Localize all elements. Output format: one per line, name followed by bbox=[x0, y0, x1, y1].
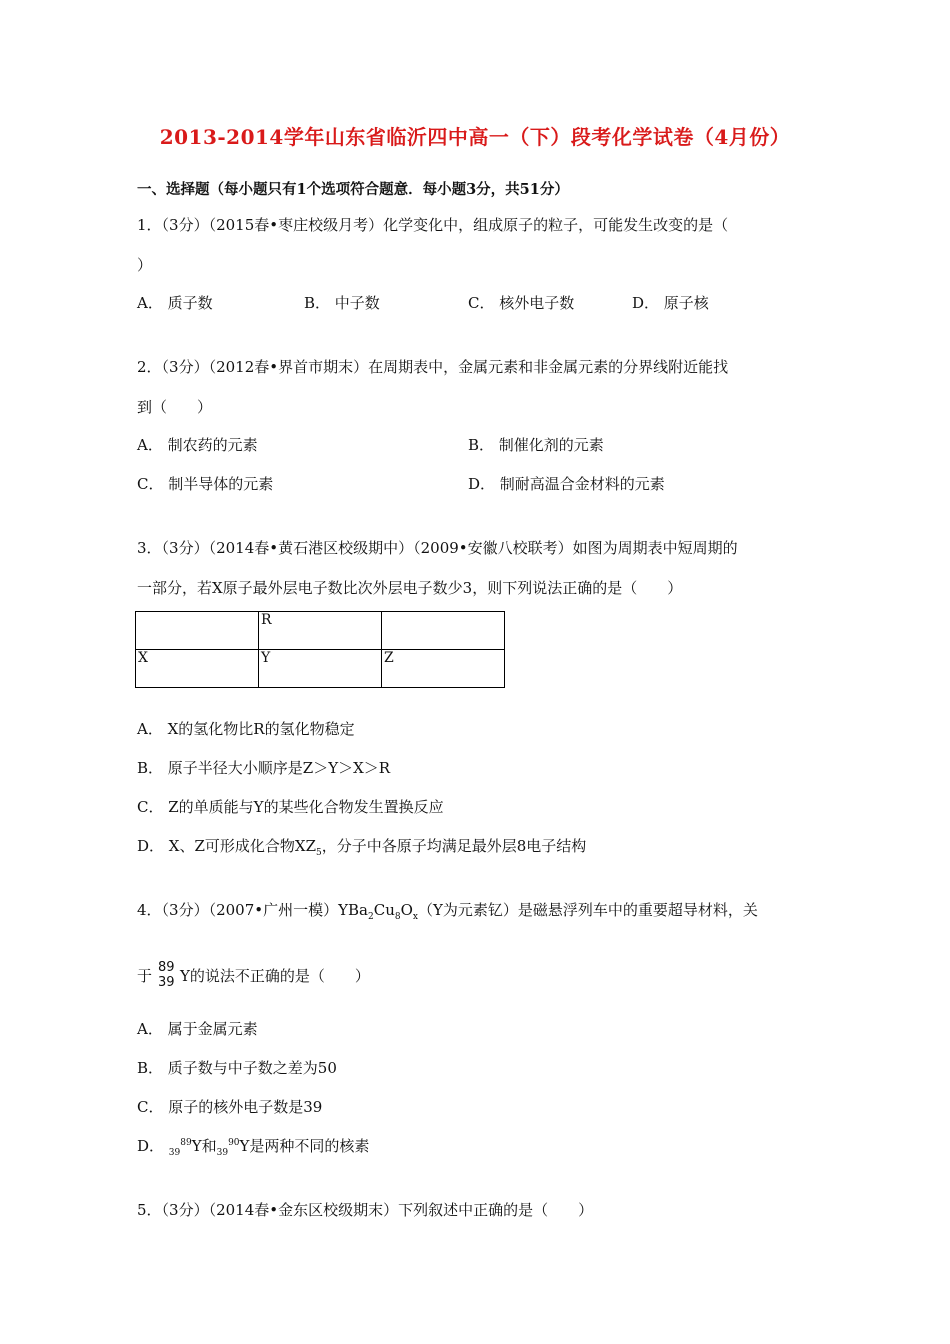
q2-option-a: A． 制农药的元素 bbox=[137, 436, 258, 454]
q4-stem-line1: 4．（3分）（2007•广州一模）$YBa_2Cu_8O_x(Y$为元素钇）是磁悬浮列车中的重要超导材料，关 bbox=[137, 901, 758, 922]
exam-title: 2013-2014学年山东省临沂四中高一（下）段考化学试卷（4月份） bbox=[159, 125, 791, 149]
table-cell: Z bbox=[382, 650, 505, 688]
q1-stem-line1: 1．（3分）（2015春•枣庄校级月考）化学变化中，组成原子的粒子，可能发生改变的是（ bbox=[137, 216, 729, 234]
q2-option-d: D． 制耐高温合金材料的元素 bbox=[468, 475, 665, 493]
q5-stem-line1: 5．（3分）（2014春•金东区校级期末）下列叙述中正确的是（ ） bbox=[137, 1201, 594, 1219]
q1-option-d: D． 原子核 bbox=[632, 294, 709, 312]
table-cell bbox=[136, 612, 259, 650]
q3-option-d: D． X、Z可形成化合物$XZ_5$，分子中各原子均满足最外层8电子结构 bbox=[137, 837, 587, 858]
q3-option-c: C． Z的单质能与Y的某些化合物发生置换反应 bbox=[137, 798, 444, 816]
periodic-table-fragment bbox=[135, 611, 505, 688]
q2-option-c: C． 制半导体的元素 bbox=[137, 475, 274, 493]
q4-option-d: D． $_{39}^{89}$Y和$_{39}^{90}$Y是两种不同的核素 bbox=[137, 1137, 370, 1158]
q4-stem-line2: 于 89 39 Y的说法不正确的是（ ） bbox=[137, 960, 370, 990]
table-cell: X bbox=[136, 650, 259, 688]
table-cell: Y bbox=[259, 650, 382, 688]
section-heading: 一、选择题（每小题只有1个选项符合题意．每小题3分，共51分） bbox=[137, 181, 569, 198]
q3-option-b: B． 原子半径大小顺序是Z＞Y＞X＞R bbox=[137, 759, 391, 777]
q1-option-a: A． 质子数 bbox=[137, 294, 213, 312]
q4-option-c: C． 原子的核外电子数是39 bbox=[137, 1098, 323, 1116]
table-cell bbox=[382, 612, 505, 650]
q2-option-b: B． 制催化剂的元素 bbox=[468, 436, 604, 454]
q2-stem-line1: 2．（3分）（2012春•界首市期末）在周期表中，金属元素和非金属元素的分界线附近能找 bbox=[137, 358, 729, 376]
q4-option-b: B． 质子数与中子数之差为50 bbox=[137, 1059, 337, 1077]
q3-stem-line1: 3．（3分）（2014春•黄石港区校级期中）（2009•安徽八校联考）如图为周期表中短周期的 bbox=[137, 539, 738, 557]
q3-stem-line2: 一部分，若X原子最外层电子数比次外层电子数少3，则下列说法正确的是（ ） bbox=[137, 579, 683, 597]
table-cell: R bbox=[259, 612, 382, 650]
q1-stem-line2: ） bbox=[137, 256, 153, 274]
nuclide-symbol: 89 39 bbox=[158, 960, 175, 990]
q3-option-a: A． X的氢化物比R的氢化物稳定 bbox=[137, 720, 355, 738]
q4-option-a: A． 属于金属元素 bbox=[137, 1020, 258, 1038]
q1-option-b: B． 中子数 bbox=[304, 294, 380, 312]
q2-stem-line2: 到（ ） bbox=[137, 398, 213, 416]
q1-option-c: C． 核外电子数 bbox=[468, 294, 575, 312]
